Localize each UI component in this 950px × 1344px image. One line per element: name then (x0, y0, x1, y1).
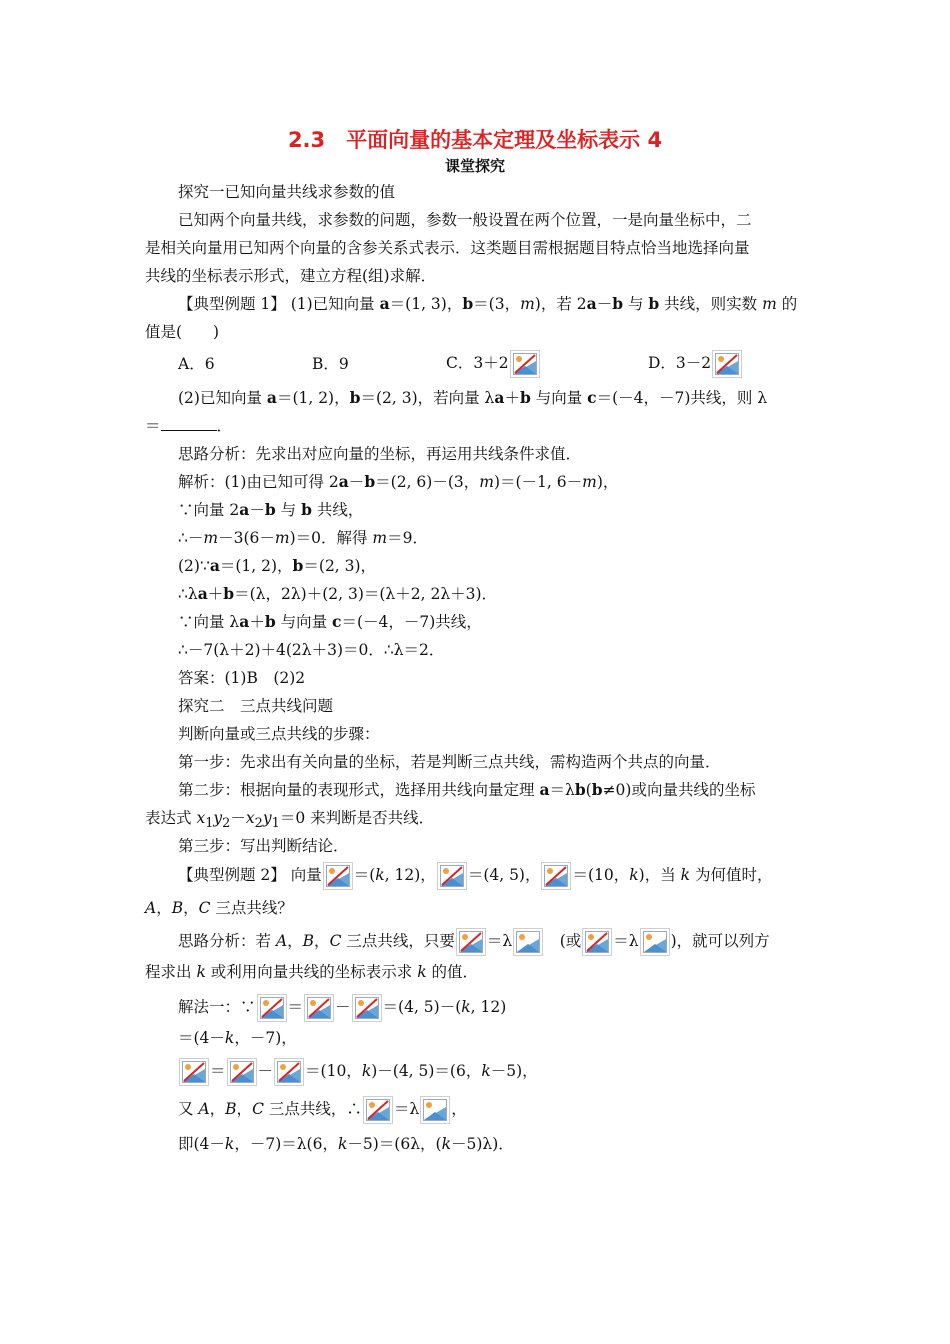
option-c: C．3＋2 (446, 350, 541, 378)
answer-line: 答案：(1)B (2)2 (178, 669, 306, 687)
vector-image-icon (179, 1058, 209, 1086)
step-2: 第二步：根据向量的表现形式，选择用共线向量定理 a＝λb(b≠0)或向量共线的坐标 (178, 780, 756, 799)
line-3: 是相关向量用已知两个向量的含参关系式表示．这类题目需根据题目特点恰当地选择向量 (145, 239, 750, 257)
line-17: ∴－7(λ＋2)＋4(2λ＋3)＝0．∴λ＝2． (178, 641, 445, 659)
vector-image-icon (456, 928, 486, 956)
page-title: 2.3 平面向量的基本定理及坐标表示 4 (287, 128, 663, 152)
line-11: 解析：(1)由已知可得 2a－b＝(2, 6)－(3，m)＝(－1, 6－m)， (178, 472, 619, 491)
line-23: 表达式 $x_1y_2-x_2y_1=0$ 来判断是否共线． (145, 809, 435, 832)
line-10: 思路分析：先求出对应向量的坐标，再运用共线条件求值． (178, 445, 582, 463)
line-13: ∴－m－3(6－m)＝0．解得 m＝9． (178, 529, 428, 547)
line-29: 解法一：∵ ＝ － ＝(4, 5)－(k, 12) (178, 994, 506, 1022)
broken-image-icon (510, 350, 540, 378)
line-6: 值是( ) (145, 323, 220, 341)
vector-image-icon (513, 928, 543, 956)
answer-blank (161, 416, 217, 431)
vector-image-icon (304, 994, 334, 1022)
line-9: ＝ ． (145, 417, 233, 435)
step-1: 第一步：先求出有关向量的坐标，若是判断三点共线，需构造两个共点的向量． (178, 753, 721, 771)
line-8: (2)已知向量 a＝(1, 2)，b＝(2, 3)，若向量 λa＋b 与向量 c＝(－4，－7)共线，则 λ (178, 388, 768, 407)
answer-options (178, 350, 778, 376)
example-1-line: 【典型例题 1】 (1)已知向量 a＝(1, 3)，b＝(3，m)，若 2a－b 与 b 共线，则实数 m 的 (178, 294, 798, 313)
section-heading: 课堂探究 (444, 157, 505, 175)
line-33: 即(4－k，－7)＝λ(6，k－5)＝(6λ，(k－5)λ)． (178, 1135, 514, 1153)
step-3: 第三步：写出判断结论． (178, 837, 349, 855)
line-26: A，B，C 三点共线？ (145, 899, 293, 917)
line-32: 又 A，B，C 三点共线，∴ ＝λ ， (178, 1096, 467, 1124)
line-27: 思路分析：若 A，B，C 三点共线，只要 ＝λ (或 ＝λ )，就可以列方 (178, 928, 770, 956)
line-1: 探究一已知向量共线求参数的值 (178, 183, 396, 201)
vector-image-icon (257, 994, 287, 1022)
section-2-heading: 探究二 三点共线问题 (178, 697, 334, 715)
vector-image-icon (582, 928, 612, 956)
broken-image-icon (712, 350, 742, 378)
line-14: (2)∵a＝(1, 2)，b＝(2, 3)， (178, 556, 377, 575)
example-2-line: 【典型例题 2】 向量 ＝(k, 12)， ＝(4, 5)， ＝(10，k)，当 k 为何值时， (178, 862, 773, 890)
vector-image-icon (363, 1096, 393, 1124)
line-12: ∵向量 2a－b 与 b 共线， (178, 500, 364, 519)
option-b: B．9 (312, 355, 349, 373)
vector-image-icon (541, 862, 571, 890)
vector-image-icon (274, 1058, 304, 1086)
vector-image-icon (323, 862, 353, 890)
line-2: 已知两个向量共线，求参数的问题，参数一般设置在两个位置，一是向量坐标中，二 (178, 211, 752, 229)
option-d: D．3－2 (648, 350, 743, 378)
line-28: 程求出 k 或利用向量共线的坐标表示求 k 的值． (145, 963, 479, 981)
vector-image-icon (352, 994, 382, 1022)
line-16: ∵向量 λa＋b 与向量 c＝(－4，－7)共线， (178, 612, 482, 631)
line-31: ＝ － ＝(10，k)－(4, 5)＝(6，k－5)， (178, 1058, 538, 1086)
vector-image-icon (437, 862, 467, 890)
vector-image-icon (420, 1096, 450, 1124)
option-a: A．6 (178, 355, 215, 373)
line-15: ∴λa＋b＝(λ，2λ)＋(2, 3)＝(λ＋2, 2λ＋3)． (178, 584, 498, 603)
line-20: 判断向量或三点共线的步骤： (178, 725, 380, 743)
line-30: ＝(4－k，－7)， (178, 1029, 297, 1047)
line-4: 共线的坐标表示形式，建立方程(组)求解． (145, 267, 437, 285)
vector-image-icon (640, 928, 670, 956)
vector-image-icon (227, 1058, 257, 1086)
